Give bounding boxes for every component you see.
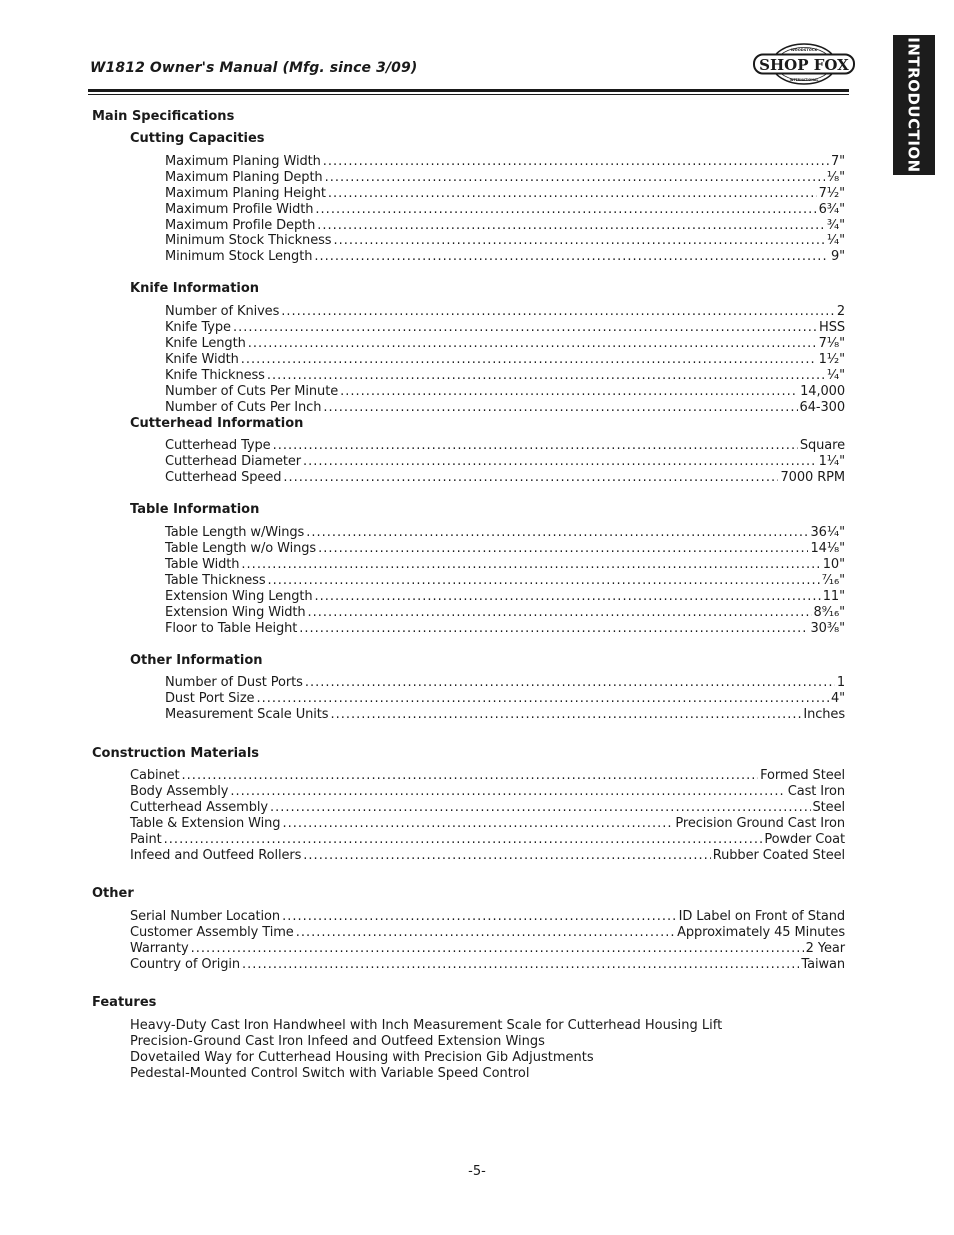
spec-row (130, 941, 845, 957)
spec-row (165, 557, 845, 573)
spec-row (165, 675, 845, 691)
spec-label: Table & Extension Wing (130, 816, 281, 831)
leader-dots (328, 186, 817, 202)
spec-label: Knife Length (165, 336, 246, 351)
leader-dots (191, 941, 804, 957)
leader-dots (317, 218, 825, 234)
spec-label: Measurement Scale Units (165, 707, 329, 722)
spec-value: Precision Ground Cast Iron (675, 816, 845, 831)
spec-row (165, 605, 845, 621)
spec-row (165, 154, 845, 170)
leader-dots (233, 320, 817, 336)
spec-row (130, 848, 845, 864)
header-rule-thin (88, 94, 849, 95)
spec-row (130, 909, 845, 925)
spec-value: Taiwan (801, 957, 845, 972)
spec-row (165, 573, 845, 589)
other-information-heading: Other Information (130, 653, 263, 668)
spec-value: 36¹⁄₄" (810, 525, 845, 540)
leader-dots (282, 816, 673, 832)
spec-value: 1 (836, 675, 845, 690)
spec-label: Warranty (130, 941, 189, 956)
spec-label: Number of Dust Ports (165, 675, 303, 690)
spec-label: Maximum Planing Depth (165, 170, 323, 185)
spec-value: Cast Iron (787, 784, 845, 799)
spec-label: Minimum Stock Thickness (165, 233, 332, 248)
spec-value: 30³⁄₈" (810, 621, 845, 636)
spec-row (165, 454, 845, 470)
logo-ring-top: WOODSTOCK (790, 48, 818, 52)
spec-value: 7¹⁄₈" (818, 336, 845, 351)
spec-label: Cutterhead Diameter (165, 454, 302, 469)
leader-dots (315, 202, 816, 218)
spec-row (130, 925, 845, 941)
spec-label: Country of Origin (130, 957, 241, 972)
header-rule (88, 89, 849, 92)
spec-row (165, 249, 845, 265)
feature-item: Precision-Ground Cast Iron Infeed and Outfeed Extension Wings (130, 1034, 545, 1049)
spec-value: Formed Steel (760, 768, 845, 783)
spec-row (165, 384, 845, 400)
knife-information-heading: Knife Information (130, 281, 260, 296)
construction-materials-heading: Construction Materials (92, 746, 260, 761)
spec-label: Floor to Table Height (165, 621, 298, 636)
spec-value: 8⁹⁄₁₆" (813, 605, 845, 620)
spec-label: Number of Cuts Per Inch (165, 400, 322, 415)
spec-label: Cutterhead Type (165, 438, 271, 453)
spec-label: Table Length w/Wings (165, 525, 305, 540)
leader-dots (248, 336, 817, 352)
leader-dots (267, 368, 825, 384)
feature-item: Heavy-Duty Cast Iron Handwheel with Inch Measurement Scale for Cutterhead Housing Lift (130, 1018, 723, 1033)
section-tab-label: INTRODUCTION (905, 37, 923, 173)
spec-row (165, 400, 845, 416)
cutting-capacities-heading: Cutting Capacities (130, 131, 265, 146)
spec-label: Serial Number Location (130, 909, 281, 924)
spec-label: Table Width (165, 557, 240, 572)
spec-row (165, 438, 845, 454)
leader-dots (230, 784, 785, 800)
spec-value: 64-300 (799, 400, 845, 415)
spec-row (165, 336, 845, 352)
spec-value: 11" (822, 589, 845, 604)
spec-label: Knife Thickness (165, 368, 265, 383)
features-heading: Features (92, 995, 157, 1010)
spec-row (165, 525, 845, 541)
leader-dots (303, 454, 817, 470)
leader-dots (241, 557, 820, 573)
spec-value: ID Label on Front of Stand (678, 909, 845, 924)
leader-dots (306, 525, 808, 541)
leader-dots (330, 707, 801, 723)
spec-value: 10" (822, 557, 845, 572)
leader-dots (242, 957, 799, 973)
spec-label: Cabinet (130, 768, 180, 783)
spec-label: Infeed and Outfeed Rollers (130, 848, 302, 863)
spec-row (165, 691, 845, 707)
spec-value: Powder Coat (764, 832, 845, 847)
feature-item: Pedestal-Mounted Control Switch with Variable Speed Control (130, 1066, 530, 1081)
spec-row (130, 784, 845, 800)
spec-label: Extension Wing Width (165, 605, 306, 620)
leader-dots (241, 352, 817, 368)
spec-value: Square (799, 438, 845, 453)
spec-label: Customer Assembly Time (130, 925, 294, 940)
spec-label: Cutterhead Speed (165, 470, 282, 485)
leader-dots (315, 589, 821, 605)
spec-label: Body Assembly (130, 784, 229, 799)
spec-value: ¹⁄₈" (826, 170, 845, 185)
leader-dots (268, 573, 820, 589)
logo-wordmark: SHOP FOX (759, 56, 849, 74)
table-information-heading: Table Information (130, 502, 260, 517)
spec-value: ⁷⁄₁₆" (821, 573, 845, 588)
spec-row (165, 707, 845, 723)
other-heading: Other (92, 886, 134, 901)
leader-dots (299, 621, 808, 637)
spec-value: Rubber Coated Steel (712, 848, 845, 863)
spec-row (165, 368, 845, 384)
leader-dots (296, 925, 675, 941)
leader-dots (281, 304, 835, 320)
cutterhead-information-heading: Cutterhead Information (130, 416, 304, 431)
section-tab-introduction (893, 35, 935, 175)
spec-label: Minimum Stock Length (165, 249, 313, 264)
spec-value: HSS (819, 320, 845, 335)
spec-value: 7" (830, 154, 845, 169)
leader-dots (318, 541, 808, 557)
spec-value: 7¹⁄₂" (818, 186, 845, 201)
spec-value: 14,000 (800, 384, 845, 399)
spec-value: 6³⁄₄" (818, 202, 845, 217)
leader-dots (305, 675, 835, 691)
leader-dots (325, 170, 825, 186)
spec-row (165, 170, 845, 186)
spec-label: Knife Width (165, 352, 239, 367)
page-number: -5- (468, 1164, 486, 1179)
spec-value: 1¹⁄₄" (818, 454, 845, 469)
spec-label: Number of Cuts Per Minute (165, 384, 339, 399)
leader-dots (308, 605, 812, 621)
spec-row (130, 957, 845, 973)
leader-dots (273, 438, 798, 454)
feature-item: Dovetailed Way for Cutterhead Housing with Precision Gib Adjustments (130, 1050, 594, 1065)
leader-dots (314, 249, 829, 265)
spec-label: Dust Port Size (165, 691, 255, 706)
spec-row (165, 621, 845, 637)
spec-row (130, 800, 845, 816)
shop-fox-logo (752, 42, 856, 86)
spec-row (165, 589, 845, 605)
leader-dots (340, 384, 798, 400)
spec-value: Approximately 45 Minutes (677, 925, 845, 940)
spec-row (165, 218, 845, 234)
leader-dots (182, 768, 759, 784)
spec-value: Steel (812, 800, 845, 815)
spec-label: Maximum Profile Depth (165, 218, 316, 233)
spec-row (165, 202, 845, 218)
spec-row (165, 320, 845, 336)
spec-row (130, 768, 845, 784)
logo-ring-bottom: INTERNATIONAL (789, 78, 819, 82)
spec-label: Number of Knives (165, 304, 280, 319)
spec-row (165, 352, 845, 368)
leader-dots (283, 470, 778, 486)
spec-label: Extension Wing Length (165, 589, 313, 604)
leader-dots (323, 154, 829, 170)
spec-label: Table Thickness (165, 573, 266, 588)
spec-row (130, 816, 845, 832)
spec-value: 9" (830, 249, 845, 264)
spec-row (165, 470, 845, 486)
spec-row (165, 233, 845, 249)
spec-label: Maximum Planing Height (165, 186, 326, 201)
main-specifications-heading: Main Specifications (92, 109, 235, 124)
spec-value: 7000 RPM (780, 470, 845, 485)
spec-value: ¹⁄₄" (826, 233, 845, 248)
spec-value: 1¹⁄₂" (818, 352, 845, 367)
spec-label: Maximum Profile Width (165, 202, 314, 217)
leader-dots (270, 800, 811, 816)
spec-value: 2 Year (805, 941, 845, 956)
spec-value: ³⁄₄" (826, 218, 845, 233)
spec-value: ¹⁄₄" (826, 368, 845, 383)
spec-row (165, 186, 845, 202)
leader-dots (256, 691, 828, 707)
leader-dots (282, 909, 677, 925)
spec-value: 4" (830, 691, 845, 706)
spec-label: Knife Type (165, 320, 231, 335)
manual-title: W1812 Owner's Manual (Mfg. since 3/09) (90, 60, 418, 76)
leader-dots (323, 400, 797, 416)
spec-value: 2 (836, 304, 845, 319)
spec-row (165, 304, 845, 320)
spec-label: Paint (130, 832, 162, 847)
spec-value: 14¹⁄₈" (810, 541, 845, 556)
leader-dots (333, 233, 824, 249)
spec-row (130, 832, 845, 848)
spec-row (165, 541, 845, 557)
leader-dots (164, 832, 763, 848)
spec-label: Table Length w/o Wings (165, 541, 317, 556)
spec-label: Maximum Planing Width (165, 154, 321, 169)
spec-value: Inches (803, 707, 845, 722)
leader-dots (303, 848, 711, 864)
spec-label: Cutterhead Assembly (130, 800, 268, 815)
